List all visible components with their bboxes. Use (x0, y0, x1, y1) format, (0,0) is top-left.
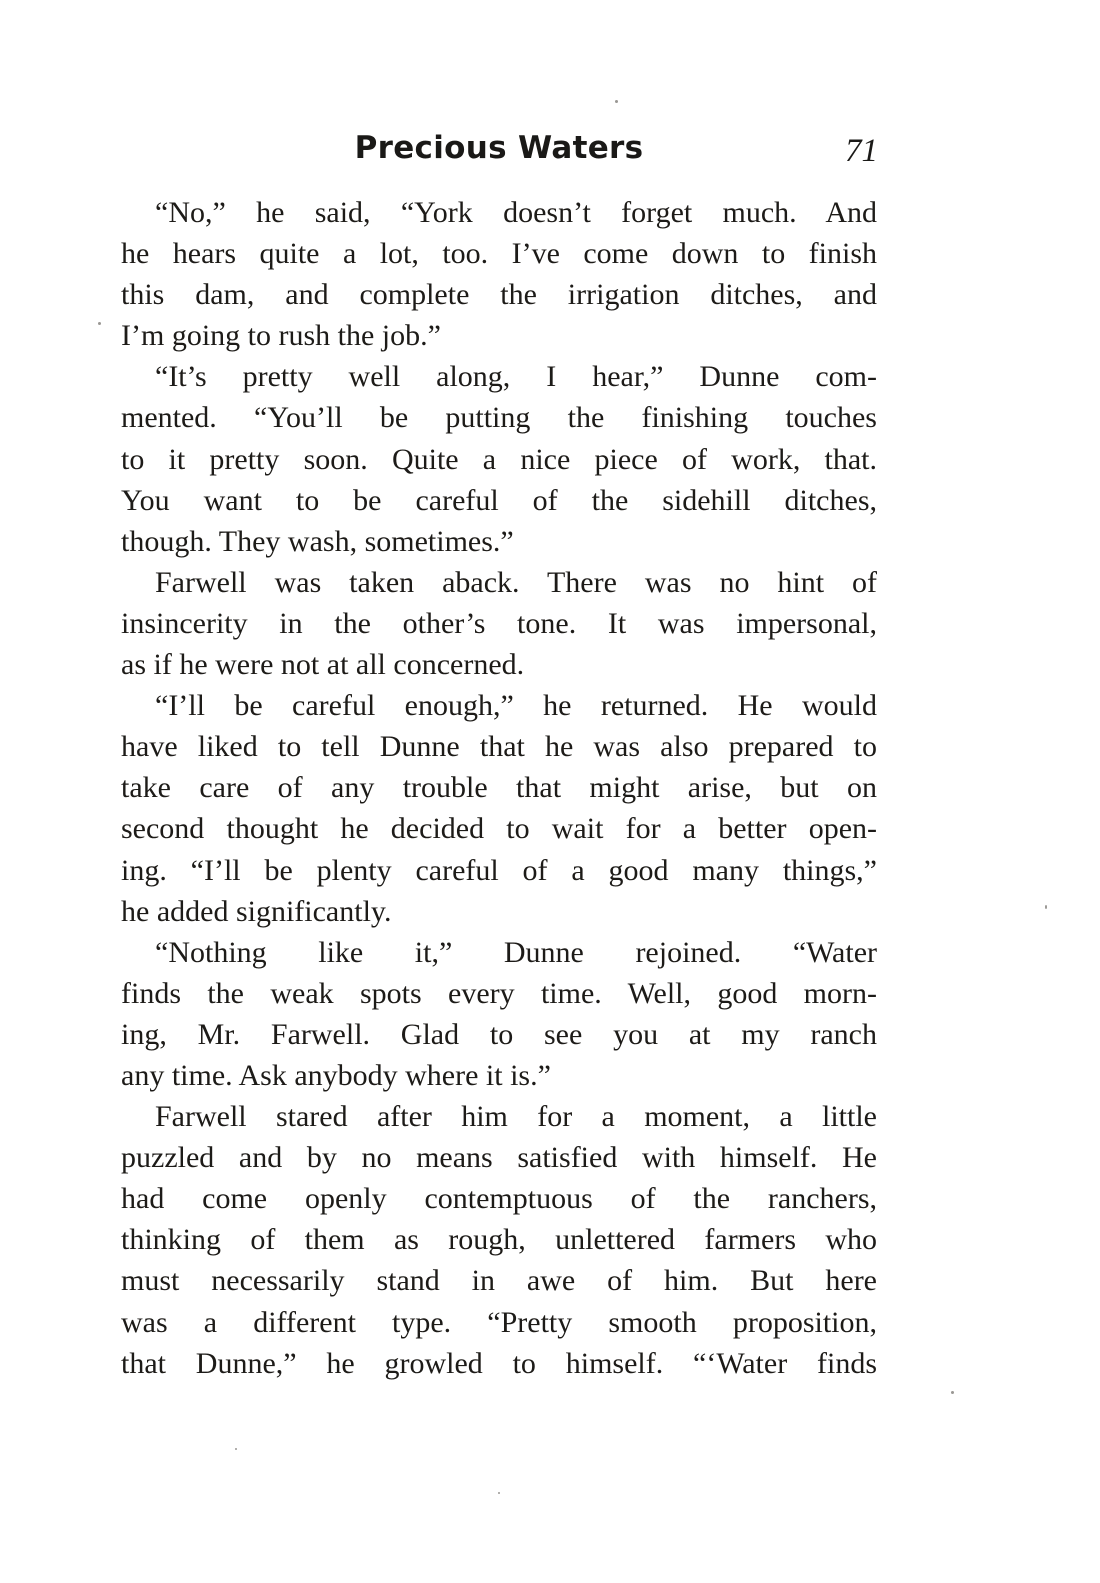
text-line: I’m going to rush the job.” (121, 319, 441, 353)
scan-speck (235, 1448, 237, 1450)
text-line: that Dunne,” he growled to himself. “‘Water finds (121, 1346, 877, 1380)
running-title: Precious Waters (354, 130, 644, 166)
body-text (121, 192, 877, 1384)
text-line: second thought he decided to wait for a better open- (121, 812, 877, 846)
text-line: must necessarily stand in awe of him. But here (121, 1264, 877, 1298)
text-line: “No,” he said, “York doesn’t forget much. And (155, 196, 877, 229)
text-line: thinking of them as rough, unlettered farmers who (121, 1223, 877, 1257)
text-line: insincerity in the other’s tone. It was impersonal, (121, 606, 877, 640)
text-line: he hears quite a lot, too. I’ve come down to finish (121, 237, 877, 271)
text-line: any time. Ask anybody where it is.” (121, 1058, 551, 1092)
scan-speck (1045, 905, 1047, 909)
text-line: as if he were not at all concerned. (121, 648, 525, 682)
text-line: Farwell stared after him for a moment, a little (155, 1100, 877, 1134)
text-line: take care of any trouble that might arise, but on (121, 771, 877, 805)
text-line: “Nothing like it,” Dunne rejoined. “Water (155, 935, 877, 969)
scan-speck (951, 1391, 954, 1394)
scan-speck (498, 1492, 500, 1494)
text-line: mented. “You’ll be putting the finishing touches (121, 401, 877, 435)
text-line: ing. “I’ll be plenty careful of a good many things,” (121, 853, 877, 887)
text-line: “I’ll be careful enough,” he returned. He would (155, 689, 877, 723)
text-line: ing, Mr. Farwell. Glad to see you at my ranch (121, 1017, 877, 1051)
running-head (120, 130, 878, 178)
text-line: though. They wash, sometimes.” (121, 524, 514, 558)
text-line: he added significantly. (121, 894, 392, 928)
scan-speck (98, 322, 101, 325)
text-line: You want to be careful of the sidehill ditches, (121, 483, 877, 517)
text-line: had come openly contemptuous of the ranchers, (121, 1182, 877, 1216)
page-number: 71 (845, 133, 878, 169)
text-line: to it pretty soon. Quite a nice piece of work, that. (121, 442, 877, 476)
text-line: have liked to tell Dunne that he was also prepared to (121, 730, 877, 764)
text-line: Farwell was taken aback. There was no hint of (155, 565, 877, 599)
text-line: “It’s pretty well along, I hear,” Dunne com- (155, 360, 877, 394)
text-line: was a different type. “Pretty smooth proposition, (121, 1305, 877, 1339)
text-line: this dam, and complete the irrigation ditches, and (121, 278, 877, 312)
scan-speck (615, 100, 618, 103)
text-line: puzzled and by no means satisfied with himself. He (121, 1141, 877, 1175)
text-line: finds the weak spots every time. Well, good morn- (121, 976, 877, 1010)
